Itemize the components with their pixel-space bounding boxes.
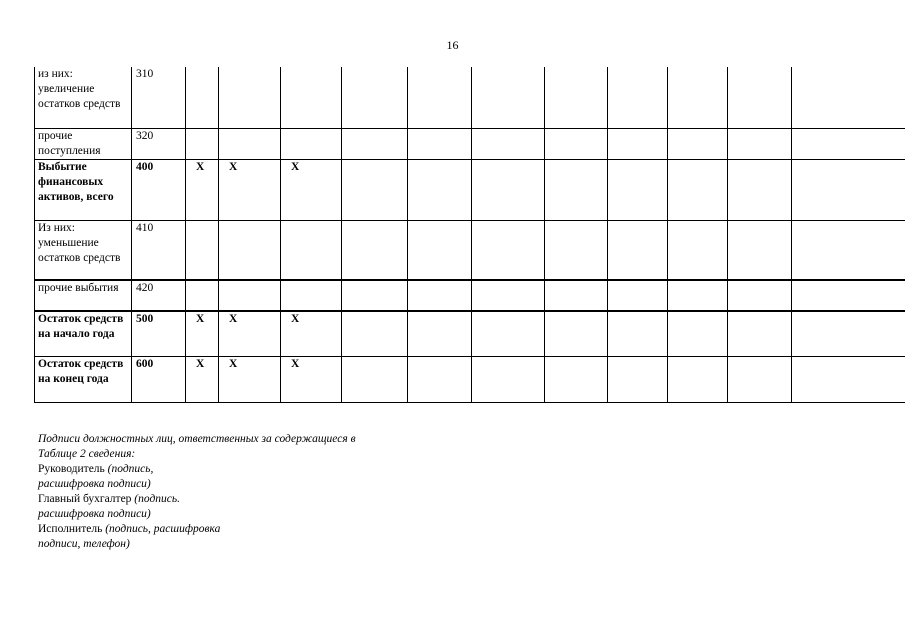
- page-number: 16: [446, 38, 459, 52]
- value-cell: Х: [219, 356, 281, 402]
- value-cell: [472, 159, 545, 220]
- value-cell: [186, 280, 219, 311]
- head-signature-line: [38, 462, 356, 477]
- value-cell: [545, 280, 608, 311]
- row-name-cell: прочие поступления: [35, 128, 132, 159]
- report-table: [34, 67, 905, 403]
- value-cell: [608, 356, 668, 402]
- value-cell: [219, 67, 281, 128]
- value-cell: [472, 356, 545, 402]
- row-name-cell: Остаток средств на начало года: [35, 311, 132, 356]
- head-note: расшифровка подписи): [38, 478, 151, 490]
- accountant-label: Главный бухгалтер: [38, 493, 132, 505]
- row-code-cell: 600: [132, 356, 186, 402]
- value-cell: [408, 128, 472, 159]
- table-row: [35, 311, 905, 356]
- value-cell: [342, 280, 408, 311]
- table-row: [35, 356, 905, 402]
- value-cell: [608, 311, 668, 356]
- row-code-cell: 500: [132, 311, 186, 356]
- value-cell: [342, 356, 408, 402]
- value-cell: [219, 280, 281, 311]
- value-cell: [792, 128, 905, 159]
- value-cell: [281, 220, 342, 280]
- value-cell: Х: [186, 311, 219, 356]
- value-cell: [342, 128, 408, 159]
- value-cell: [472, 67, 545, 128]
- head-note: (подпись,: [107, 463, 154, 475]
- table-row: [35, 280, 905, 311]
- value-cell: [219, 128, 281, 159]
- value-cell: [668, 356, 728, 402]
- table-row: [35, 128, 905, 159]
- value-cell: [408, 280, 472, 311]
- value-cell: [608, 159, 668, 220]
- value-cell: [728, 220, 792, 280]
- value-cell: [728, 311, 792, 356]
- row-name-cell: прочие выбытия: [35, 280, 132, 311]
- value-cell: [408, 159, 472, 220]
- value-cell: [342, 311, 408, 356]
- value-cell: Х: [186, 356, 219, 402]
- signature-intro-text: Подписи должностных лиц, ответственных за содержащиеся в: [38, 433, 356, 445]
- value-cell: Х: [281, 356, 342, 402]
- executor-note: подписи, телефон): [38, 538, 130, 550]
- value-cell: [342, 159, 408, 220]
- row-code-cell: 420: [132, 280, 186, 311]
- signature-intro-line: [38, 447, 356, 462]
- row-code-cell: 400: [132, 159, 186, 220]
- head-signature-line: [38, 477, 356, 492]
- value-cell: [186, 128, 219, 159]
- value-cell: [342, 220, 408, 280]
- signature-intro-text: Таблице 2 сведения:: [38, 448, 136, 460]
- value-cell: [545, 67, 608, 128]
- value-cell: [545, 128, 608, 159]
- head-label: Руководитель: [38, 463, 105, 475]
- value-cell: [668, 280, 728, 311]
- value-cell: [792, 311, 905, 356]
- value-cell: [545, 159, 608, 220]
- value-cell: Х: [281, 159, 342, 220]
- value-cell: [281, 128, 342, 159]
- executor-signature-line: [38, 537, 356, 552]
- value-cell: [668, 128, 728, 159]
- value-cell: [608, 67, 668, 128]
- value-cell: [668, 67, 728, 128]
- value-cell: [728, 280, 792, 311]
- signature-block: [38, 432, 356, 552]
- value-cell: [186, 67, 219, 128]
- value-cell: [219, 220, 281, 280]
- value-cell: [608, 280, 668, 311]
- row-name-cell: Выбытие финансовых активов, всего: [35, 159, 132, 220]
- value-cell: [342, 67, 408, 128]
- value-cell: [608, 220, 668, 280]
- row-name-cell: из них: увеличение остатков средств: [35, 67, 132, 128]
- value-cell: [668, 311, 728, 356]
- signature-intro-line: [38, 432, 356, 447]
- value-cell: [408, 311, 472, 356]
- value-cell: [472, 311, 545, 356]
- value-cell: [728, 356, 792, 402]
- value-cell: [281, 280, 342, 311]
- executor-signature-line: [38, 522, 356, 537]
- value-cell: [728, 159, 792, 220]
- value-cell: [728, 67, 792, 128]
- accountant-note: (подпись.: [134, 493, 181, 505]
- value-cell: [792, 280, 905, 311]
- value-cell: [472, 220, 545, 280]
- value-cell: [186, 220, 219, 280]
- value-cell: [792, 220, 905, 280]
- value-cell: [408, 356, 472, 402]
- row-code-cell: 410: [132, 220, 186, 280]
- value-cell: [472, 128, 545, 159]
- value-cell: [545, 356, 608, 402]
- value-cell: Х: [186, 159, 219, 220]
- value-cell: Х: [219, 311, 281, 356]
- value-cell: [545, 311, 608, 356]
- value-cell: [545, 220, 608, 280]
- table-row: [35, 67, 905, 128]
- value-cell: [608, 128, 668, 159]
- value-cell: [668, 220, 728, 280]
- value-cell: [792, 159, 905, 220]
- accountant-signature-line: [38, 492, 356, 507]
- accountant-signature-line: [38, 507, 356, 522]
- row-code-cell: 310: [132, 67, 186, 128]
- row-name-cell: Остаток средств на конец года: [35, 356, 132, 402]
- value-cell: [668, 159, 728, 220]
- row-name-cell: Из них: уменьшение остатков средств: [35, 220, 132, 280]
- accountant-note: расшифровка подписи): [38, 508, 151, 520]
- executor-label: Исполнитель: [38, 523, 103, 535]
- value-cell: Х: [281, 311, 342, 356]
- row-code-cell: 320: [132, 128, 186, 159]
- value-cell: [792, 67, 905, 128]
- value-cell: [728, 128, 792, 159]
- value-cell: [408, 67, 472, 128]
- value-cell: [792, 356, 905, 402]
- table-row: [35, 159, 905, 220]
- value-cell: Х: [219, 159, 281, 220]
- table-row: [35, 220, 905, 280]
- value-cell: [408, 220, 472, 280]
- executor-note: (подпись, расшифровка: [105, 523, 221, 535]
- value-cell: [281, 67, 342, 128]
- value-cell: [472, 280, 545, 311]
